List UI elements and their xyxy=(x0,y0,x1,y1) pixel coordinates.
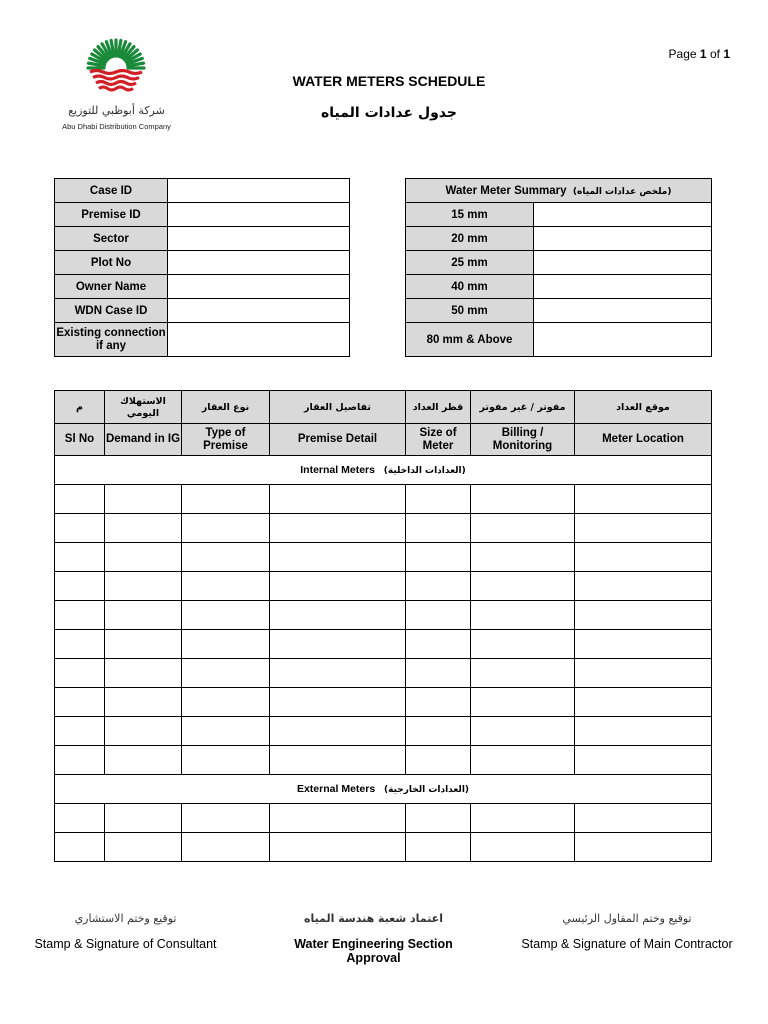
table-cell[interactable] xyxy=(55,717,105,746)
table-cell[interactable] xyxy=(55,514,105,543)
water-engineering-approval-block xyxy=(266,912,481,965)
internal-meter-row xyxy=(55,659,712,688)
table-cell[interactable] xyxy=(105,485,182,514)
internal-meter-row xyxy=(55,572,712,601)
logo-name-english: Abu Dhabi Distribution Company xyxy=(62,122,171,131)
table-cell[interactable] xyxy=(471,543,575,572)
table-cell[interactable] xyxy=(406,572,471,601)
column-header-arabic: الاستهلاك اليومي xyxy=(105,391,182,424)
meter-size-count[interactable] xyxy=(534,275,712,299)
table-cell[interactable] xyxy=(105,804,182,833)
table-cell[interactable] xyxy=(182,717,270,746)
internal-meters-section: Internal Meters (العدادات الداخلية) xyxy=(55,456,712,485)
table-cell[interactable] xyxy=(270,717,406,746)
table-cell[interactable] xyxy=(182,746,270,775)
table-cell[interactable] xyxy=(105,543,182,572)
table-cell[interactable] xyxy=(55,659,105,688)
table-cell[interactable] xyxy=(575,572,712,601)
internal-meter-row xyxy=(55,601,712,630)
table-cell[interactable] xyxy=(55,746,105,775)
table-cell[interactable] xyxy=(406,543,471,572)
column-header-arabic: م xyxy=(55,391,105,424)
table-cell[interactable] xyxy=(55,630,105,659)
table-cell[interactable] xyxy=(406,485,471,514)
column-header-arabic: قطر العداد xyxy=(406,391,471,424)
summary-row xyxy=(406,227,712,251)
summary-row xyxy=(406,275,712,299)
table-cell[interactable] xyxy=(270,746,406,775)
internal-meter-row xyxy=(55,485,712,514)
info-row xyxy=(55,299,350,323)
table-cell[interactable] xyxy=(575,543,712,572)
table-cell[interactable] xyxy=(105,572,182,601)
summary-title: Water Meter Summary (ملخص عدادات المياه) xyxy=(406,179,712,203)
column-header: Meter Location xyxy=(575,424,712,456)
table-cell[interactable] xyxy=(105,717,182,746)
water-meter-summary-table xyxy=(405,178,712,357)
table-cell[interactable] xyxy=(270,485,406,514)
table-cell[interactable] xyxy=(105,688,182,717)
column-header: Demand in IG xyxy=(105,424,182,456)
internal-meter-row xyxy=(55,688,712,717)
meter-size-label: 20 mm xyxy=(406,227,534,251)
table-cell[interactable] xyxy=(575,659,712,688)
contractor-signature-label-arabic: توقيع وختم المقاول الرئيسي xyxy=(562,912,692,925)
info-row xyxy=(55,323,350,357)
table-cell[interactable] xyxy=(471,572,575,601)
info-row xyxy=(55,251,350,275)
internal-meter-row xyxy=(55,543,712,572)
meters-table xyxy=(54,390,712,862)
table-cell[interactable] xyxy=(105,833,182,862)
info-field-label: WDN Case ID xyxy=(55,299,168,323)
table-cell[interactable] xyxy=(182,833,270,862)
table-cell[interactable] xyxy=(270,659,406,688)
table-cell[interactable] xyxy=(55,804,105,833)
internal-meter-row xyxy=(55,746,712,775)
info-row xyxy=(55,275,350,299)
table-cell[interactable] xyxy=(55,601,105,630)
internal-meter-row xyxy=(55,630,712,659)
table-cell[interactable] xyxy=(182,659,270,688)
table-cell[interactable] xyxy=(471,659,575,688)
column-header: Billing / Monitoring xyxy=(471,424,575,456)
info-field-label: Sector xyxy=(55,227,168,251)
approval-label-arabic: اعتماد شعبة هندسة المياه xyxy=(304,912,443,925)
meter-size-label: 25 mm xyxy=(406,251,534,275)
info-field-value[interactable] xyxy=(168,203,350,227)
info-field-label: Premise ID xyxy=(55,203,168,227)
table-cell[interactable] xyxy=(105,514,182,543)
summary-row xyxy=(406,299,712,323)
table-cell[interactable] xyxy=(406,688,471,717)
table-cell[interactable] xyxy=(471,514,575,543)
internal-meter-row xyxy=(55,717,712,746)
table-cell[interactable] xyxy=(471,485,575,514)
info-field-value[interactable] xyxy=(168,323,350,357)
table-cell[interactable] xyxy=(55,572,105,601)
table-cell[interactable] xyxy=(406,833,471,862)
table-cell[interactable] xyxy=(182,485,270,514)
info-field-value[interactable] xyxy=(168,299,350,323)
table-cell[interactable] xyxy=(55,485,105,514)
info-field-value[interactable] xyxy=(168,251,350,275)
table-cell[interactable] xyxy=(575,688,712,717)
table-cell[interactable] xyxy=(406,717,471,746)
table-cell[interactable] xyxy=(182,630,270,659)
table-cell[interactable] xyxy=(270,543,406,572)
document-title-arabic: جدول عدادات المياه xyxy=(321,105,457,121)
header-row-arabic xyxy=(55,391,712,424)
meter-size-count[interactable] xyxy=(534,227,712,251)
page-number: Page 1 of 1 xyxy=(668,47,730,61)
info-row xyxy=(55,203,350,227)
consultant-signature-label: Stamp & Signature of Consultant xyxy=(34,937,217,951)
table-cell[interactable] xyxy=(182,601,270,630)
column-header-arabic: مفوتر / غير مفوتر xyxy=(471,391,575,424)
table-cell[interactable] xyxy=(270,514,406,543)
meter-size-label: 15 mm xyxy=(406,203,534,227)
table-cell[interactable] xyxy=(575,485,712,514)
consultant-signature-label-arabic: توقيع وختم الاستشاري xyxy=(74,912,177,925)
info-field-label: Existing connection if any xyxy=(55,323,168,357)
table-cell[interactable] xyxy=(471,601,575,630)
column-header: Premise Detail xyxy=(270,424,406,456)
info-row xyxy=(55,227,350,251)
contractor-signature-block xyxy=(517,912,737,951)
table-cell[interactable] xyxy=(575,601,712,630)
external-meter-row xyxy=(55,833,712,862)
table-cell[interactable] xyxy=(406,630,471,659)
table-cell[interactable] xyxy=(55,833,105,862)
table-cell[interactable] xyxy=(575,630,712,659)
column-header: Sl No xyxy=(55,424,105,456)
summary-row xyxy=(406,203,712,227)
table-cell[interactable] xyxy=(105,746,182,775)
table-cell[interactable] xyxy=(406,659,471,688)
addc-logo-icon xyxy=(82,38,150,102)
logo-name-arabic: شركة أبوظبي للتوزيع xyxy=(68,104,165,117)
info-row xyxy=(55,179,350,203)
meter-size-count[interactable] xyxy=(534,251,712,275)
external-meter-row xyxy=(55,804,712,833)
table-cell[interactable] xyxy=(105,601,182,630)
table-cell[interactable] xyxy=(55,543,105,572)
table-cell[interactable] xyxy=(471,717,575,746)
column-header-arabic: نوع العقار xyxy=(182,391,270,424)
table-cell[interactable] xyxy=(55,688,105,717)
internal-meter-row xyxy=(55,514,712,543)
table-cell[interactable] xyxy=(575,514,712,543)
table-cell[interactable] xyxy=(105,659,182,688)
table-cell[interactable] xyxy=(406,804,471,833)
table-cell[interactable] xyxy=(471,833,575,862)
meter-size-count[interactable] xyxy=(534,203,712,227)
meter-size-count[interactable] xyxy=(534,323,712,357)
table-cell[interactable] xyxy=(575,746,712,775)
table-cell[interactable] xyxy=(105,630,182,659)
column-header: Type of Premise xyxy=(182,424,270,456)
meter-size-count[interactable] xyxy=(534,299,712,323)
table-cell[interactable] xyxy=(575,717,712,746)
table-cell[interactable] xyxy=(471,804,575,833)
summary-row xyxy=(406,323,712,357)
info-field-value[interactable] xyxy=(168,275,350,299)
table-cell[interactable] xyxy=(182,514,270,543)
column-header-arabic: تفاصيل العقار xyxy=(270,391,406,424)
table-cell[interactable] xyxy=(406,514,471,543)
table-cell[interactable] xyxy=(182,804,270,833)
table-cell[interactable] xyxy=(270,630,406,659)
info-field-value[interactable] xyxy=(168,227,350,251)
info-field-label: Owner Name xyxy=(55,275,168,299)
consultant-signature-block xyxy=(28,912,223,951)
contractor-signature-label: Stamp & Signature of Main Contractor xyxy=(521,937,733,951)
meter-size-label: 40 mm xyxy=(406,275,534,299)
table-cell[interactable] xyxy=(270,601,406,630)
table-cell[interactable] xyxy=(575,804,712,833)
info-field-label: Plot No xyxy=(55,251,168,275)
info-field-value[interactable] xyxy=(168,179,350,203)
meter-size-label: 50 mm xyxy=(406,299,534,323)
table-cell[interactable] xyxy=(182,688,270,717)
table-cell[interactable] xyxy=(182,572,270,601)
summary-row xyxy=(406,251,712,275)
header-row-english xyxy=(55,424,712,456)
meter-size-label: 80 mm & Above xyxy=(406,323,534,357)
table-cell[interactable] xyxy=(471,746,575,775)
column-header-arabic: موقع العداد xyxy=(575,391,712,424)
table-cell[interactable] xyxy=(406,601,471,630)
table-cell[interactable] xyxy=(270,833,406,862)
case-info-table xyxy=(54,178,350,357)
external-meters-section: External Meters (العدادات الخارجية) xyxy=(55,775,712,804)
table-cell[interactable] xyxy=(471,688,575,717)
table-cell[interactable] xyxy=(575,833,712,862)
table-cell[interactable] xyxy=(406,746,471,775)
document-title-english: WATER METERS SCHEDULE xyxy=(292,73,486,89)
table-cell[interactable] xyxy=(182,543,270,572)
table-cell[interactable] xyxy=(270,804,406,833)
approval-label: Water Engineering Section Approval xyxy=(294,937,453,965)
table-cell[interactable] xyxy=(270,572,406,601)
info-field-label: Case ID xyxy=(55,179,168,203)
table-cell[interactable] xyxy=(471,630,575,659)
table-cell[interactable] xyxy=(270,688,406,717)
column-header: Size of Meter xyxy=(406,424,471,456)
